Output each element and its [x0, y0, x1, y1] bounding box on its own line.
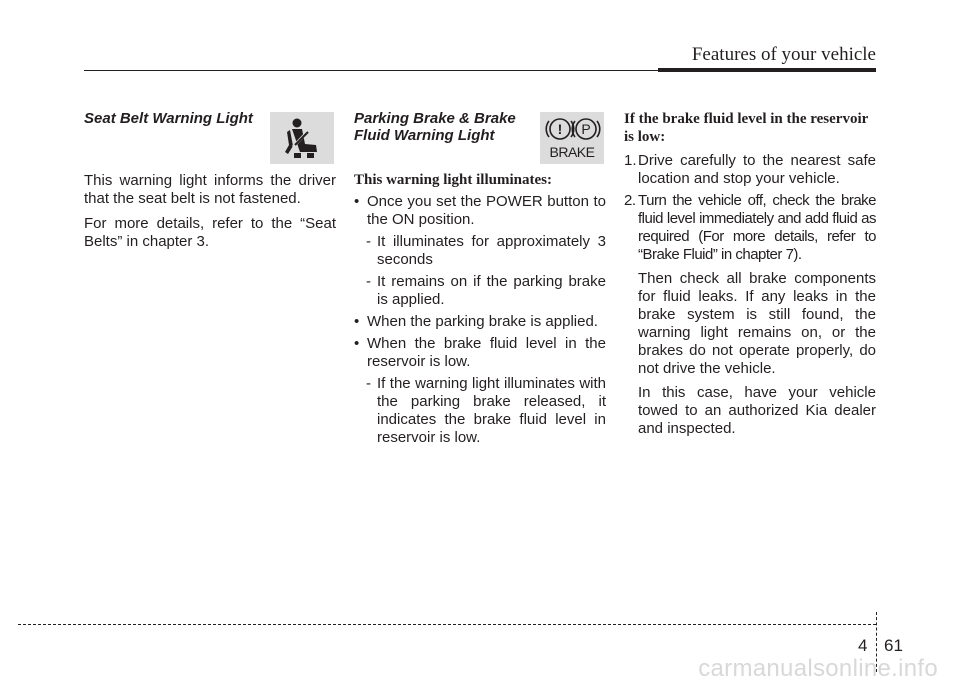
- seat-belt-paragraph-1: This warning light informs the driver that the seat belt is not fastened.: [84, 172, 336, 207]
- step-number: 2.: [624, 192, 636, 209]
- seat-belt-warning-icon: [270, 112, 334, 164]
- illuminates-label: This warning light illuminates:: [354, 172, 552, 188]
- brake-icon-p: P: [581, 121, 591, 137]
- brake-warning-icon: [540, 112, 604, 164]
- seat-belt-heading: Seat Belt Warning Light: [84, 110, 253, 127]
- header-title: Features of your vehicle: [691, 44, 876, 65]
- dash-marker: -: [366, 273, 371, 290]
- step-text: Turn the vehicle off, check the brake fluid level immediately and add fluid as required (For more details, refer to “Brake Fluid” in chapter 7).: [638, 192, 876, 263]
- list-item: [354, 375, 606, 447]
- step-2: [624, 192, 876, 264]
- list-item: • Once you set the POWER button to the ON position.: [354, 193, 606, 229]
- seat-belt-paragraph-2: For more details, refer to the “Seat Belts” in chapter 3.: [84, 215, 336, 250]
- watermark: carmanualsonline.info: [698, 655, 938, 682]
- brake-icon-label: BRAKE: [549, 144, 595, 160]
- dash-marker: -: [366, 375, 371, 392]
- brake-icon-exclamation: !: [557, 121, 563, 137]
- list-item-text: If the warning light illuminates with the parking brake released, it indicates the brake fluid level in reservoir is low.: [377, 375, 606, 446]
- step-text: Drive carefully to the nearest safe location and stop your vehicle.: [638, 152, 876, 187]
- step-2-paragraph-2: Then check all brake components for fluid leaks. If any leaks in the brake system is still found, the warning light remains on, or the brakes do not operate properly, do not drive the vehicle.: [638, 270, 876, 377]
- list-item-text: It illuminates for approximately 3 seconds: [377, 233, 606, 268]
- list-item: [354, 233, 606, 269]
- list-item-text: It remains on if the parking brake is applied.: [377, 273, 606, 308]
- parking-brake-heading: [354, 110, 534, 144]
- low-fluid-section: [624, 110, 876, 438]
- dash-marker: -: [366, 233, 371, 250]
- step-2-paragraph-3: In this case, have your vehicle towed to an authorized Kia dealer and inspected.: [638, 384, 876, 437]
- page-number: 61: [884, 636, 903, 655]
- list-item: [354, 273, 606, 309]
- seat-belt-section: [84, 110, 336, 251]
- parking-brake-section: [354, 110, 606, 447]
- header-rule-accent: [658, 68, 876, 72]
- chapter-number: 4: [858, 636, 868, 655]
- list-item: • When the parking brake is applied.: [354, 313, 606, 331]
- parking-brake-heading-line-2: Fluid Warning Light: [354, 127, 495, 144]
- low-fluid-heading: If the brake fluid level in the reservoir is low:: [624, 111, 868, 145]
- footer-rule: [18, 624, 876, 625]
- list-item: • When the brake fluid level in the reservoir is low.: [354, 335, 606, 371]
- step-1: [624, 152, 876, 188]
- step-number: 1.: [624, 152, 637, 169]
- parking-brake-heading-line-1: Parking Brake & Brake: [354, 110, 516, 127]
